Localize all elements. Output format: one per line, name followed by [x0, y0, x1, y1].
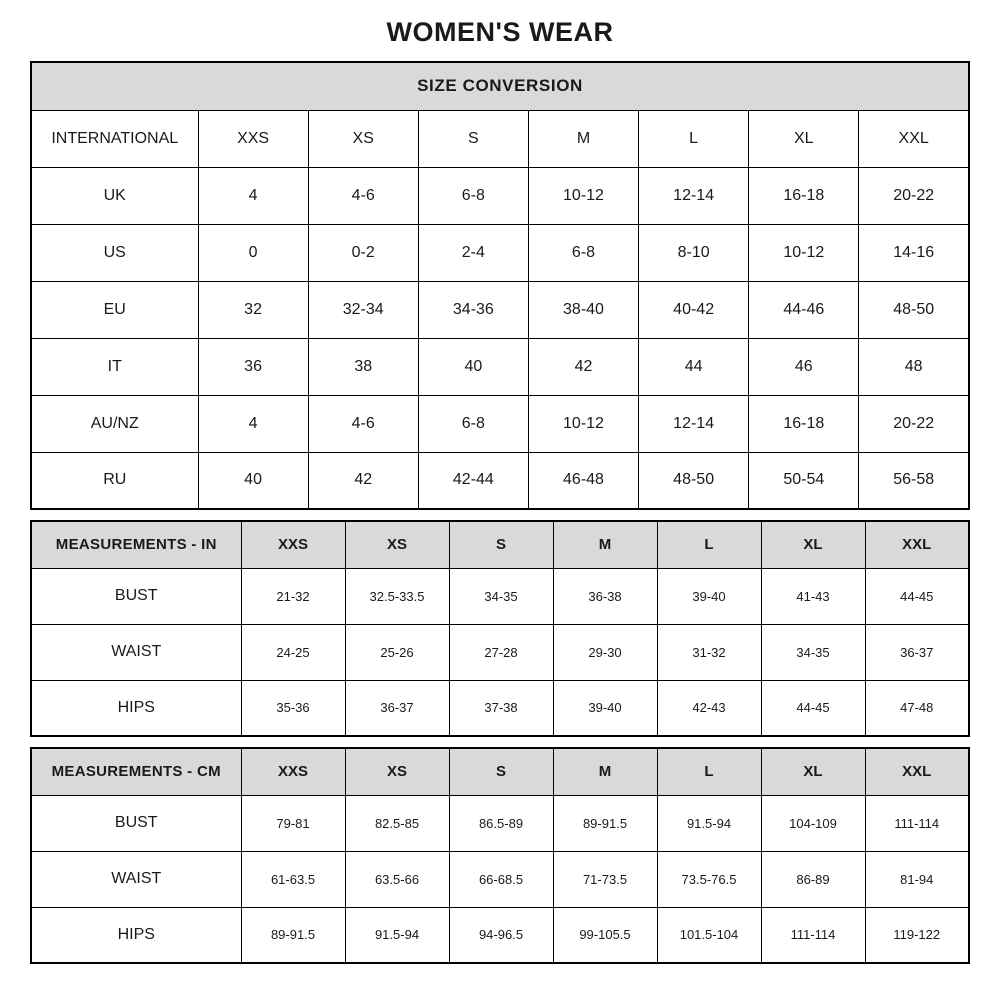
value-cell: XS — [308, 110, 418, 167]
value-cell: 20-22 — [859, 167, 969, 224]
size-column-header: L — [657, 521, 761, 568]
value-cell: 46-48 — [528, 452, 638, 509]
value-cell: 42-43 — [657, 680, 761, 736]
value-cell: 104-109 — [761, 795, 865, 851]
value-cell: 101.5-104 — [657, 907, 761, 963]
value-cell: 21-32 — [241, 568, 345, 624]
size-column-header: S — [449, 521, 553, 568]
row-label: HIPS — [31, 680, 241, 736]
value-cell: 86.5-89 — [449, 795, 553, 851]
value-cell: 31-32 — [657, 624, 761, 680]
value-cell: 4 — [198, 167, 308, 224]
value-cell: 34-36 — [418, 281, 528, 338]
value-cell: 42 — [308, 452, 418, 509]
table-row — [31, 851, 969, 907]
value-cell: 42-44 — [418, 452, 528, 509]
size-column-header: XS — [345, 748, 449, 795]
value-cell: 40-42 — [639, 281, 749, 338]
row-label: BUST — [31, 568, 241, 624]
value-cell: 14-16 — [859, 224, 969, 281]
table-row — [31, 281, 969, 338]
value-cell: 73.5-76.5 — [657, 851, 761, 907]
measurements-cm-table — [30, 747, 970, 964]
value-cell: 42 — [528, 338, 638, 395]
value-cell: XXL — [859, 110, 969, 167]
value-cell: 37-38 — [449, 680, 553, 736]
value-cell: 16-18 — [749, 167, 859, 224]
value-cell: 86-89 — [761, 851, 865, 907]
value-cell: 41-43 — [761, 568, 865, 624]
row-label: WAIST — [31, 851, 241, 907]
value-cell: 20-22 — [859, 395, 969, 452]
value-cell: 39-40 — [553, 680, 657, 736]
value-cell: 25-26 — [345, 624, 449, 680]
value-cell: 16-18 — [749, 395, 859, 452]
value-cell: 91.5-94 — [345, 907, 449, 963]
value-cell: 44 — [639, 338, 749, 395]
value-cell: S — [418, 110, 528, 167]
table-row — [31, 568, 969, 624]
size-column-header: XXL — [865, 748, 969, 795]
value-cell: 71-73.5 — [553, 851, 657, 907]
measurements-cm-title: MEASUREMENTS - CM — [31, 748, 241, 795]
value-cell: 39-40 — [657, 568, 761, 624]
size-conversion-title-row — [31, 62, 969, 110]
row-label: AU/NZ — [31, 395, 198, 452]
value-cell: 89-91.5 — [553, 795, 657, 851]
row-label: INTERNATIONAL — [31, 110, 198, 167]
value-cell: 27-28 — [449, 624, 553, 680]
value-cell: 12-14 — [639, 167, 749, 224]
table-row — [31, 624, 969, 680]
value-cell: 6-8 — [418, 395, 528, 452]
row-label: UK — [31, 167, 198, 224]
value-cell: 81-94 — [865, 851, 969, 907]
size-column-header: XS — [345, 521, 449, 568]
row-label: BUST — [31, 795, 241, 851]
measurements-in-table — [30, 520, 970, 737]
value-cell: 36 — [198, 338, 308, 395]
value-cell: 2-4 — [418, 224, 528, 281]
size-column-header: M — [553, 748, 657, 795]
value-cell: 4-6 — [308, 167, 418, 224]
size-column-header: XL — [761, 748, 865, 795]
value-cell: 63.5-66 — [345, 851, 449, 907]
value-cell: 12-14 — [639, 395, 749, 452]
table-row — [31, 224, 969, 281]
value-cell: 8-10 — [639, 224, 749, 281]
value-cell: 36-37 — [865, 624, 969, 680]
value-cell: 0-2 — [308, 224, 418, 281]
value-cell: 48 — [859, 338, 969, 395]
value-cell: 94-96.5 — [449, 907, 553, 963]
value-cell: 44-45 — [761, 680, 865, 736]
value-cell: 38-40 — [528, 281, 638, 338]
value-cell: 111-114 — [865, 795, 969, 851]
value-cell: 35-36 — [241, 680, 345, 736]
value-cell: 56-58 — [859, 452, 969, 509]
value-cell: 24-25 — [241, 624, 345, 680]
value-cell: 44-45 — [865, 568, 969, 624]
value-cell: 36-38 — [553, 568, 657, 624]
value-cell: 32.5-33.5 — [345, 568, 449, 624]
value-cell: 40 — [418, 338, 528, 395]
value-cell: 6-8 — [418, 167, 528, 224]
table-row — [31, 907, 969, 963]
value-cell: M — [528, 110, 638, 167]
size-column-header: M — [553, 521, 657, 568]
value-cell: 48-50 — [859, 281, 969, 338]
table-row — [31, 452, 969, 509]
table-row — [31, 110, 969, 167]
size-column-header: XXS — [241, 748, 345, 795]
value-cell: 10-12 — [528, 395, 638, 452]
value-cell: XXS — [198, 110, 308, 167]
value-cell: 47-48 — [865, 680, 969, 736]
page-title: WOMEN'S WEAR — [386, 17, 614, 47]
value-cell: 61-63.5 — [241, 851, 345, 907]
value-cell: 38 — [308, 338, 418, 395]
value-cell: 29-30 — [553, 624, 657, 680]
size-column-header: S — [449, 748, 553, 795]
value-cell: 79-81 — [241, 795, 345, 851]
value-cell: 46 — [749, 338, 859, 395]
value-cell: 36-37 — [345, 680, 449, 736]
row-label: RU — [31, 452, 198, 509]
size-column-header: L — [657, 748, 761, 795]
size-column-header: XXS — [241, 521, 345, 568]
table-row — [31, 395, 969, 452]
value-cell: L — [639, 110, 749, 167]
value-cell: 10-12 — [749, 224, 859, 281]
size-conversion-table — [30, 61, 970, 510]
table-row — [31, 167, 969, 224]
table-row — [31, 338, 969, 395]
measurements-in-header-row — [31, 521, 969, 568]
value-cell: 10-12 — [528, 167, 638, 224]
measurements-cm-header-row — [31, 748, 969, 795]
row-label: HIPS — [31, 907, 241, 963]
value-cell: 6-8 — [528, 224, 638, 281]
value-cell: 40 — [198, 452, 308, 509]
value-cell: 0 — [198, 224, 308, 281]
value-cell: 44-46 — [749, 281, 859, 338]
value-cell: XL — [749, 110, 859, 167]
value-cell: 4-6 — [308, 395, 418, 452]
value-cell: 89-91.5 — [241, 907, 345, 963]
row-label: IT — [31, 338, 198, 395]
row-label: US — [31, 224, 198, 281]
value-cell: 50-54 — [749, 452, 859, 509]
measurements-in-title: MEASUREMENTS - IN — [31, 521, 241, 568]
value-cell: 32-34 — [308, 281, 418, 338]
value-cell: 34-35 — [449, 568, 553, 624]
value-cell: 111-114 — [761, 907, 865, 963]
value-cell: 4 — [198, 395, 308, 452]
value-cell: 99-105.5 — [553, 907, 657, 963]
value-cell: 32 — [198, 281, 308, 338]
size-conversion-title: SIZE CONVERSION — [31, 62, 969, 110]
value-cell: 66-68.5 — [449, 851, 553, 907]
table-row — [31, 795, 969, 851]
value-cell: 119-122 — [865, 907, 969, 963]
table-row — [31, 680, 969, 736]
size-column-header: XL — [761, 521, 865, 568]
value-cell: 34-35 — [761, 624, 865, 680]
row-label: WAIST — [31, 624, 241, 680]
value-cell: 91.5-94 — [657, 795, 761, 851]
row-label: EU — [31, 281, 198, 338]
size-column-header: XXL — [865, 521, 969, 568]
value-cell: 48-50 — [639, 452, 749, 509]
value-cell: 82.5-85 — [345, 795, 449, 851]
